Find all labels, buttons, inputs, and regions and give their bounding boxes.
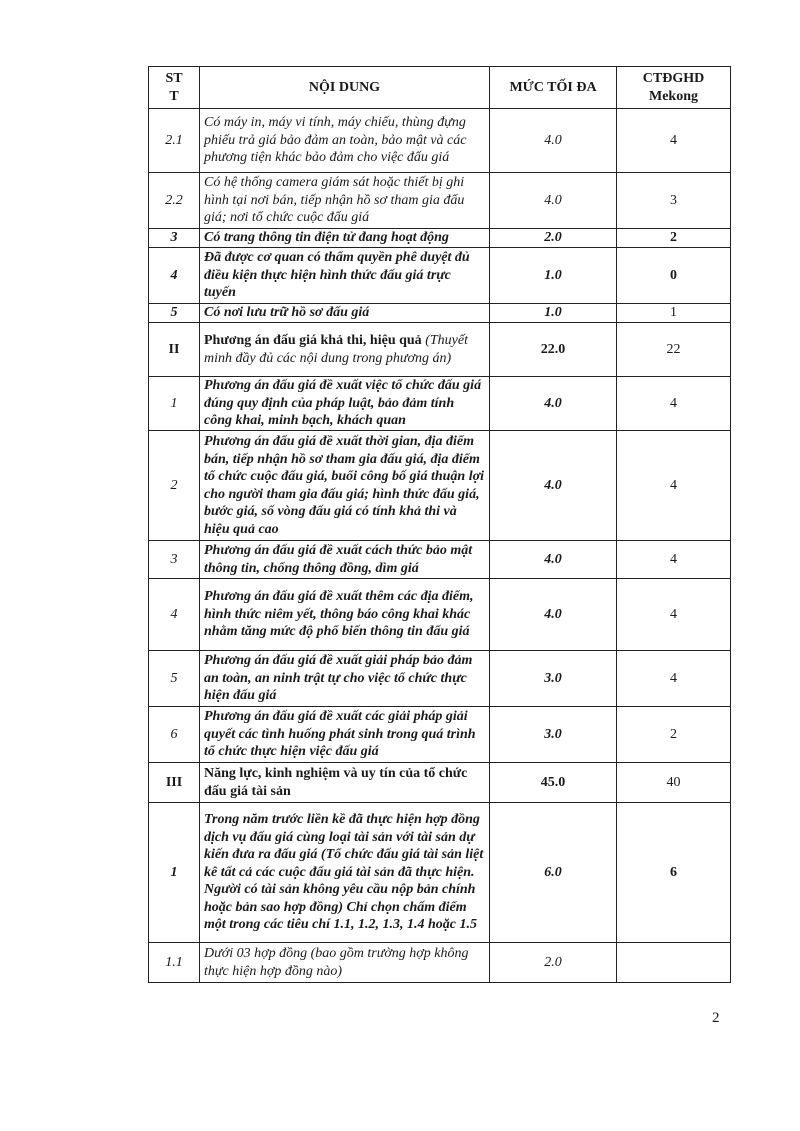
row-stt: 3 [149,541,200,579]
row-stt: 1 [149,803,200,943]
row-max: 45.0 [490,763,617,803]
row-score: 4 [617,579,731,651]
header-stt: STT [149,67,200,109]
row-score: 4 [617,109,731,173]
row-content: Có nơi lưu trữ hồ sơ đấu giá [200,304,490,323]
row-stt: 4 [149,579,200,651]
row-max: 4.0 [490,431,617,541]
row-max: 6.0 [490,803,617,943]
row-score: 40 [617,763,731,803]
row-stt: 3 [149,229,200,248]
row-stt: 2 [149,431,200,541]
table-row [149,248,731,304]
header-max: MỨC TỐI ĐA [490,67,617,109]
row-max: 4.0 [490,173,617,229]
table-row [149,541,731,579]
row-stt: 4 [149,248,200,304]
row-score: 4 [617,377,731,431]
row-score: 4 [617,431,731,541]
row-content: Trong năm trước liền kề đã thực hiện hợp đồng dịch vụ đấu giá cùng loại tài sản với tài sản dự kiến đưa ra đấu giá (Tổ chức đấu giá tài sản liệt kê tất cả các cuộc đấu giá tài sản đã thực hiện. Người có tài sản không yêu cầu nộp bản chính hoặc bản sao hợp đồng) Chỉ chọn chấm điểm một trong các tiêu chí 1.1, 1.2, 1.3, 1.4 hoặc 1.5 [200,803,490,943]
row-score [617,943,731,983]
row-max: 3.0 [490,651,617,707]
row-content: Năng lực, kinh nghiệm và uy tín của tổ chức đấu giá tài sản [200,763,490,803]
page-number: 2 [712,1010,720,1026]
header-content: NỘI DUNG [200,67,490,109]
row-content: Phương án đấu giá đề xuất việc tổ chức đấu giá đúng quy định của pháp luật, bảo đảm tính công khai, minh bạch, khách quan [200,377,490,431]
row-score: 0 [617,248,731,304]
row-score: 2 [617,707,731,763]
row-stt: 5 [149,651,200,707]
table-row [149,377,731,431]
table-row [149,431,731,541]
row-content [200,323,490,377]
table-row [149,651,731,707]
row-content: Phương án đấu giá đề xuất thời gian, địa điểm bán, tiếp nhận hồ sơ tham gia đấu giá, địa điểm tổ chức cuộc đấu giá, buổi công bố giá thuận lợi cho người tham gia đấu giá; hình thức đấu giá, bước giá, số vòng đấu giá có tính khả thi và hiệu quả cao [200,431,490,541]
header-company: CTĐGHD Mekong [617,67,731,109]
row-stt: 2.2 [149,173,200,229]
row-score: 22 [617,323,731,377]
row-stt: II [149,323,200,377]
row-max: 1.0 [490,248,617,304]
row-max: 3.0 [490,707,617,763]
row-stt: 5 [149,304,200,323]
row-max: 4.0 [490,579,617,651]
row-score: 4 [617,541,731,579]
row-max: 4.0 [490,377,617,431]
row-content: Phương án đấu giá đề xuất cách thức bảo mật thông tin, chống thông đồng, dìm giá [200,541,490,579]
table-header-row [149,67,731,109]
row-stt: 1 [149,377,200,431]
row-max: 4.0 [490,109,617,173]
row-content-note: (Thuyết minh đầy đủ các nội dung trong phương án) [204,333,468,366]
table-row [149,803,731,943]
row-max: 2.0 [490,229,617,248]
table-row [149,763,731,803]
row-max: 4.0 [490,541,617,579]
row-content: Phương án đấu giá đề xuất các giải pháp giải quyết các tình huống phát sinh trong quá trình tổ chức thực hiện việc đấu giá [200,707,490,763]
row-score: 2 [617,229,731,248]
row-score: 1 [617,304,731,323]
row-score: 6 [617,803,731,943]
row-stt: 1.1 [149,943,200,983]
row-content: Phương án đấu giá đề xuất thêm các địa điểm, hình thức niêm yết, thông báo công khai khác nhằm tăng mức độ phổ biến thông tin đấu giá [200,579,490,651]
row-content: Đã được cơ quan có thẩm quyền phê duyệt đủ điều kiện thực hiện hình thức đấu giá trực tuyến [200,248,490,304]
row-content: Có trang thông tin điện tử đang hoạt động [200,229,490,248]
table-row [149,579,731,651]
row-content-main: Phương án đấu giá khả thi, hiệu quả [204,333,422,348]
table-row [149,229,731,248]
table-row [149,943,731,983]
row-score: 4 [617,651,731,707]
table-row [149,323,731,377]
table-row [149,304,731,323]
row-score: 3 [617,173,731,229]
table-row [149,109,731,173]
row-stt: 2.1 [149,109,200,173]
row-stt: III [149,763,200,803]
row-content: Dưới 03 hợp đồng (bao gồm trường hợp không thực hiện hợp đồng nào) [200,943,490,983]
row-content: Phương án đấu giá đề xuất giải pháp bảo đảm an toàn, an ninh trật tự cho việc tổ chức thực hiện đấu giá [200,651,490,707]
row-max: 1.0 [490,304,617,323]
row-content: Có máy in, máy vi tính, máy chiếu, thùng đựng phiếu trả giá bảo đảm an toàn, bảo mật và các phương tiện khác bảo đảm cho việc đấu giá [200,109,490,173]
scoring-table [148,66,731,983]
row-max: 2.0 [490,943,617,983]
row-content: Có hệ thống camera giám sát hoặc thiết bị ghi hình tại nơi bán, tiếp nhận hồ sơ tham gia đấu giá; nơi tổ chức cuộc đấu giá [200,173,490,229]
table-row [149,707,731,763]
table-row [149,173,731,229]
row-max: 22.0 [490,323,617,377]
row-stt: 6 [149,707,200,763]
